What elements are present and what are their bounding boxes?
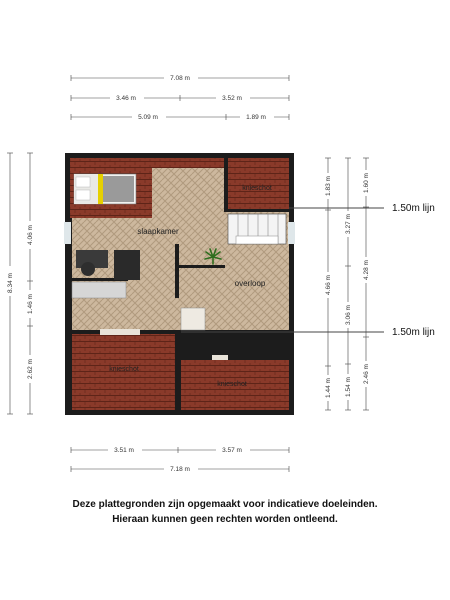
dim-left-upper: 4.06 m <box>27 225 34 245</box>
room-label-knieschot-bottom-right: knieschot <box>217 381 247 388</box>
landing-niche <box>181 308 205 330</box>
dim-left-lower: 2.62 m <box>27 359 34 379</box>
room-label-slaapkamer: slaapkamer <box>137 227 179 236</box>
building <box>64 153 295 415</box>
dim-left-middle: 1.46 m <box>27 294 34 314</box>
dim-right-col2-mid: 3.06 m <box>345 305 352 325</box>
dim-right-col3-mid: 4.28 m <box>363 260 370 280</box>
disclaimer-line-2: Hieraan kunnen geen rechten worden ontleend. <box>112 514 338 525</box>
dim-right-col1-mid: 4.66 m <box>325 275 332 295</box>
room-label-overloop: overloop <box>234 279 266 288</box>
room-label-knieschot-top-right: knieschot <box>242 185 272 192</box>
dim-right-col1-top: 1.83 m <box>325 176 332 196</box>
lijn-label-upper: 1.50m lijn <box>392 203 435 214</box>
lijn-label-lower: 1.50m lijn <box>392 327 435 338</box>
dim-top-left: 3.46 m <box>116 95 136 102</box>
dim-bottom-left: 3.51 m <box>114 447 134 454</box>
dim-top-right: 3.52 m <box>222 95 242 102</box>
disclaimer <box>0 497 450 527</box>
dim-right-col3-top: 1.60 m <box>363 173 370 193</box>
top-dimensions <box>71 73 289 121</box>
bed <box>74 174 136 204</box>
dim-right-col1-bottom: 1.44 m <box>325 378 332 398</box>
roof-tiles-top-middle <box>152 158 224 168</box>
dim-bottom-right: 3.57 m <box>222 447 242 454</box>
dim-right-col3-bottom: 2.46 m <box>363 364 370 384</box>
dim-top-sub-left: 5.09 m <box>138 114 158 121</box>
dim-top-overall: 7.08 m <box>170 75 190 82</box>
dim-right-col2-top: 3.27 m <box>345 214 352 234</box>
left-dimensions <box>6 153 35 414</box>
bottom-dimensions <box>71 445 289 473</box>
dim-bottom-overall: 7.18 m <box>170 466 190 473</box>
dim-top-sub-right: 1.89 m <box>246 114 266 121</box>
room-label-knieschot-bottom-left: knieschot <box>109 366 139 373</box>
disclaimer-line-1: Deze plattegronden zijn opgemaakt voor indicatieve doeleinden. <box>72 499 378 510</box>
right-dimensions <box>324 158 371 410</box>
staircase <box>228 214 286 244</box>
dim-right-col2-bottom: 1.54 m <box>345 377 352 397</box>
dim-left-overall: 8.34 m <box>7 273 14 293</box>
knieschot-top-right-area <box>228 158 289 210</box>
